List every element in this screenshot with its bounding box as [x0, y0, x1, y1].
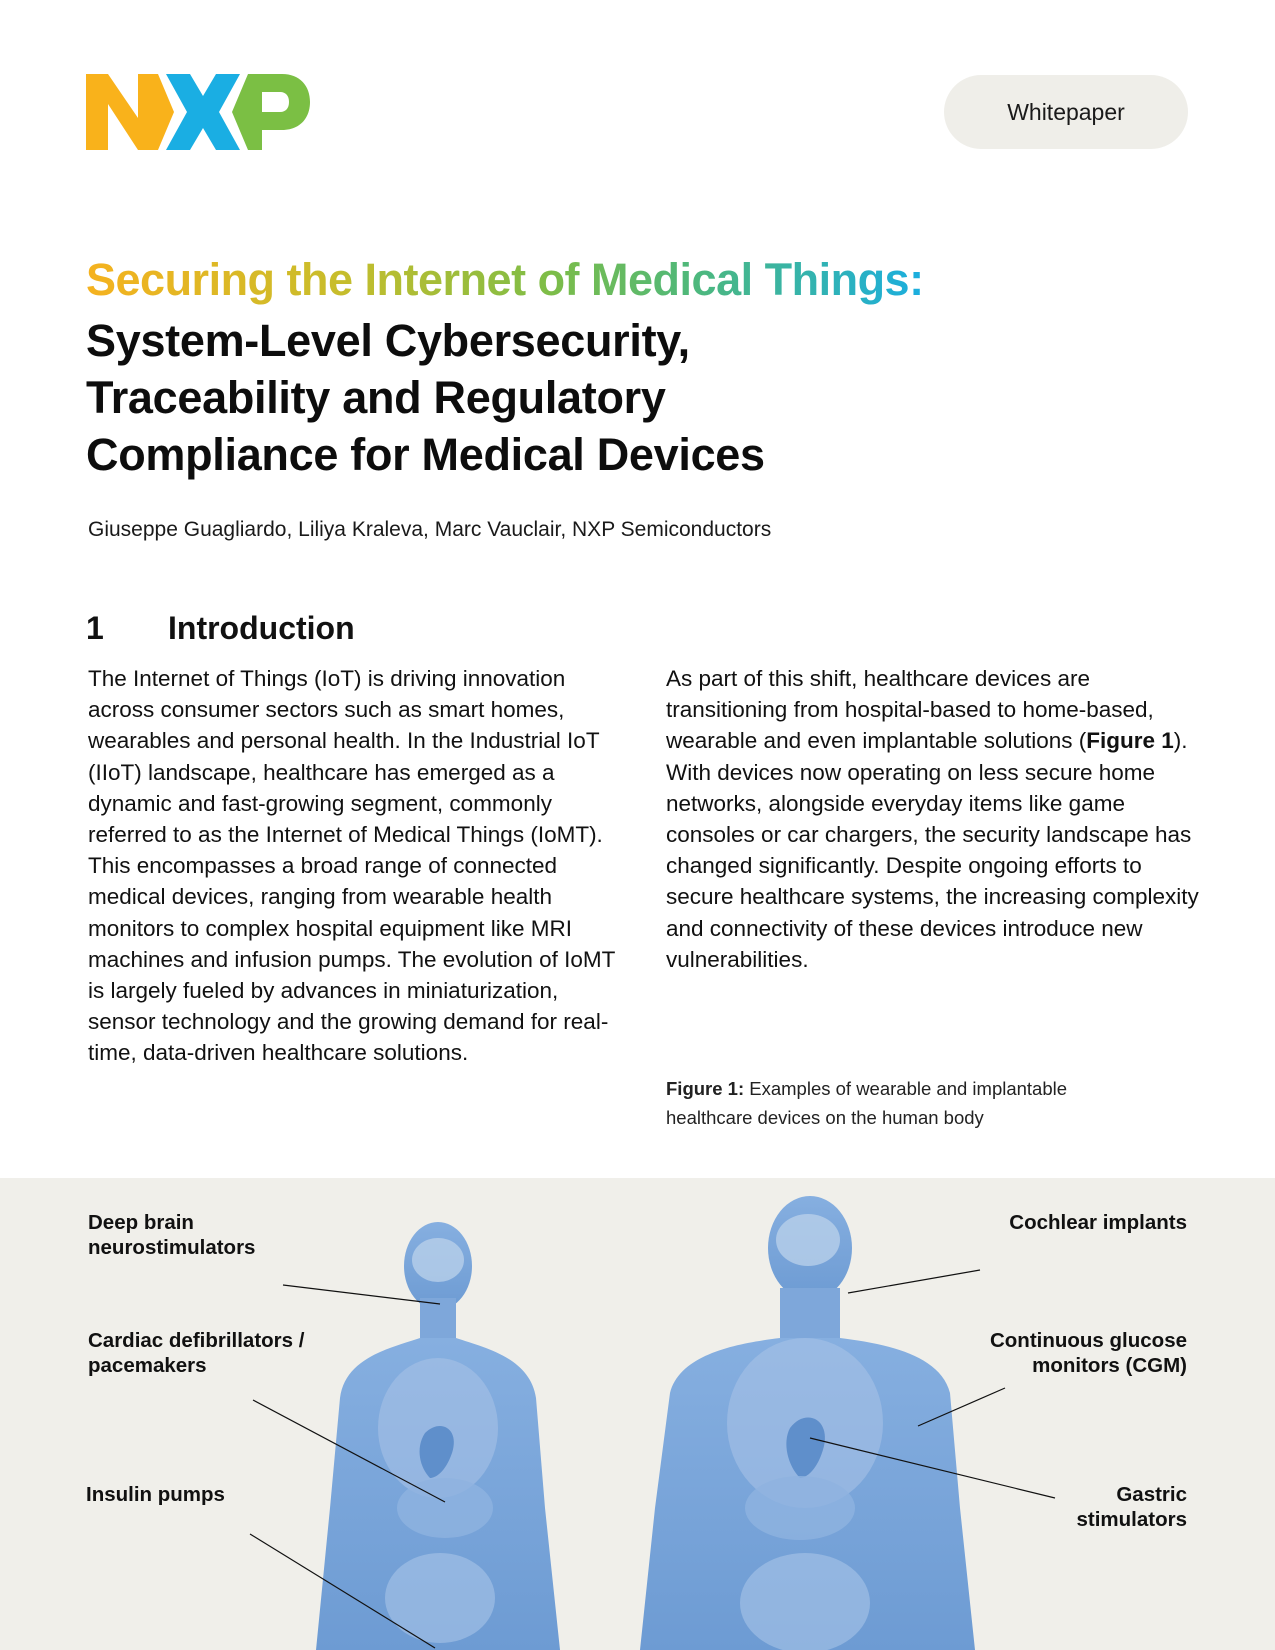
label-line: Insulin pumps — [86, 1483, 225, 1506]
female-body-icon — [316, 1222, 560, 1650]
title-colored-line: Securing the Internet of Medical Things: — [86, 254, 924, 305]
label-line: Cardiac defibrillators / — [88, 1329, 305, 1352]
label-cochlear-implants — [1009, 1210, 1187, 1235]
intro-paragraph-2 — [666, 663, 1206, 975]
title-line: Traceability and Regulatory — [86, 372, 666, 423]
authors: Giuseppe Guagliardo, Liliya Kraleva, Marc Vauclair, NXP Semiconductors — [88, 518, 772, 541]
intro-left-column — [88, 663, 628, 1069]
title-line: System-Level Cybersecurity, — [86, 315, 690, 366]
figure-caption — [666, 1074, 1136, 1132]
label-cardiac-defibrillators — [88, 1328, 304, 1378]
label-deep-brain-neurostimulators — [88, 1210, 255, 1260]
caption-label: Figure 1: — [666, 1078, 745, 1099]
label-line: Gastric — [1116, 1483, 1187, 1506]
intro-right-column — [666, 663, 1206, 975]
label-line: monitors (CGM) — [1032, 1354, 1187, 1377]
figure-reference-link[interactable]: Figure 1 — [1086, 728, 1174, 754]
section-title: Introduction — [168, 610, 355, 646]
label-line: Continuous glucose — [989, 1329, 1187, 1352]
label-line: neurostimulators — [88, 1236, 256, 1259]
label-line: stimulators — [1076, 1508, 1187, 1531]
paragraph-text: ). With devices now operating on less secure home networks, alongside everyday items like game consoles or car chargers, the security landscape has changed significantly. Despite ongoing efforts to secure healthcare systems, the increasing complexity and connectivity of these devices introduce new vulnerabilities. — [666, 728, 1199, 972]
nxp-logo — [86, 74, 310, 150]
figure-human-body-devices — [0, 1178, 1275, 1650]
label-gastric-stimulators — [1077, 1482, 1188, 1532]
section-number: 1 — [86, 610, 104, 646]
title-line: Compliance for Medical Devices — [86, 429, 765, 480]
section-heading — [86, 610, 355, 647]
nxp-logo-icon — [86, 74, 310, 150]
label-continuous-glucose-monitors — [990, 1328, 1187, 1378]
paragraph-text: As part of this shift, healthcare devices are transitioning from hospital-based to home-based, wearable and even implantable solutions ( — [666, 666, 1154, 754]
label-line: pacemakers — [88, 1354, 207, 1377]
document-type-badge: Whitepaper — [944, 75, 1188, 149]
label-line: Deep brain — [88, 1211, 194, 1234]
label-insulin-pumps — [86, 1482, 225, 1507]
page-title — [86, 312, 765, 483]
caption-text: Examples of wearable and implantable healthcare devices on the human body — [666, 1078, 1068, 1128]
intro-paragraph: The Internet of Things (IoT) is driving innovation across consumer sectors such as smart homes, wearables and personal health. In the Industrial IoT (IIoT) landscape, healthcare has emerged as a dynamic and fast-growing segment, commonly referred to as the Internet of Medical Things (IoMT). This encompasses a broad range of connected medical devices, ranging from wearable health monitors to complex hospital equipment like MRI machines and infusion pumps. The evolution of IoMT is largely fueled by advances in miniaturization, sensor technology and the growing demand for real-time, data-driven healthcare solutions. — [88, 666, 615, 1066]
label-line: Cochlear implants — [1009, 1211, 1187, 1234]
